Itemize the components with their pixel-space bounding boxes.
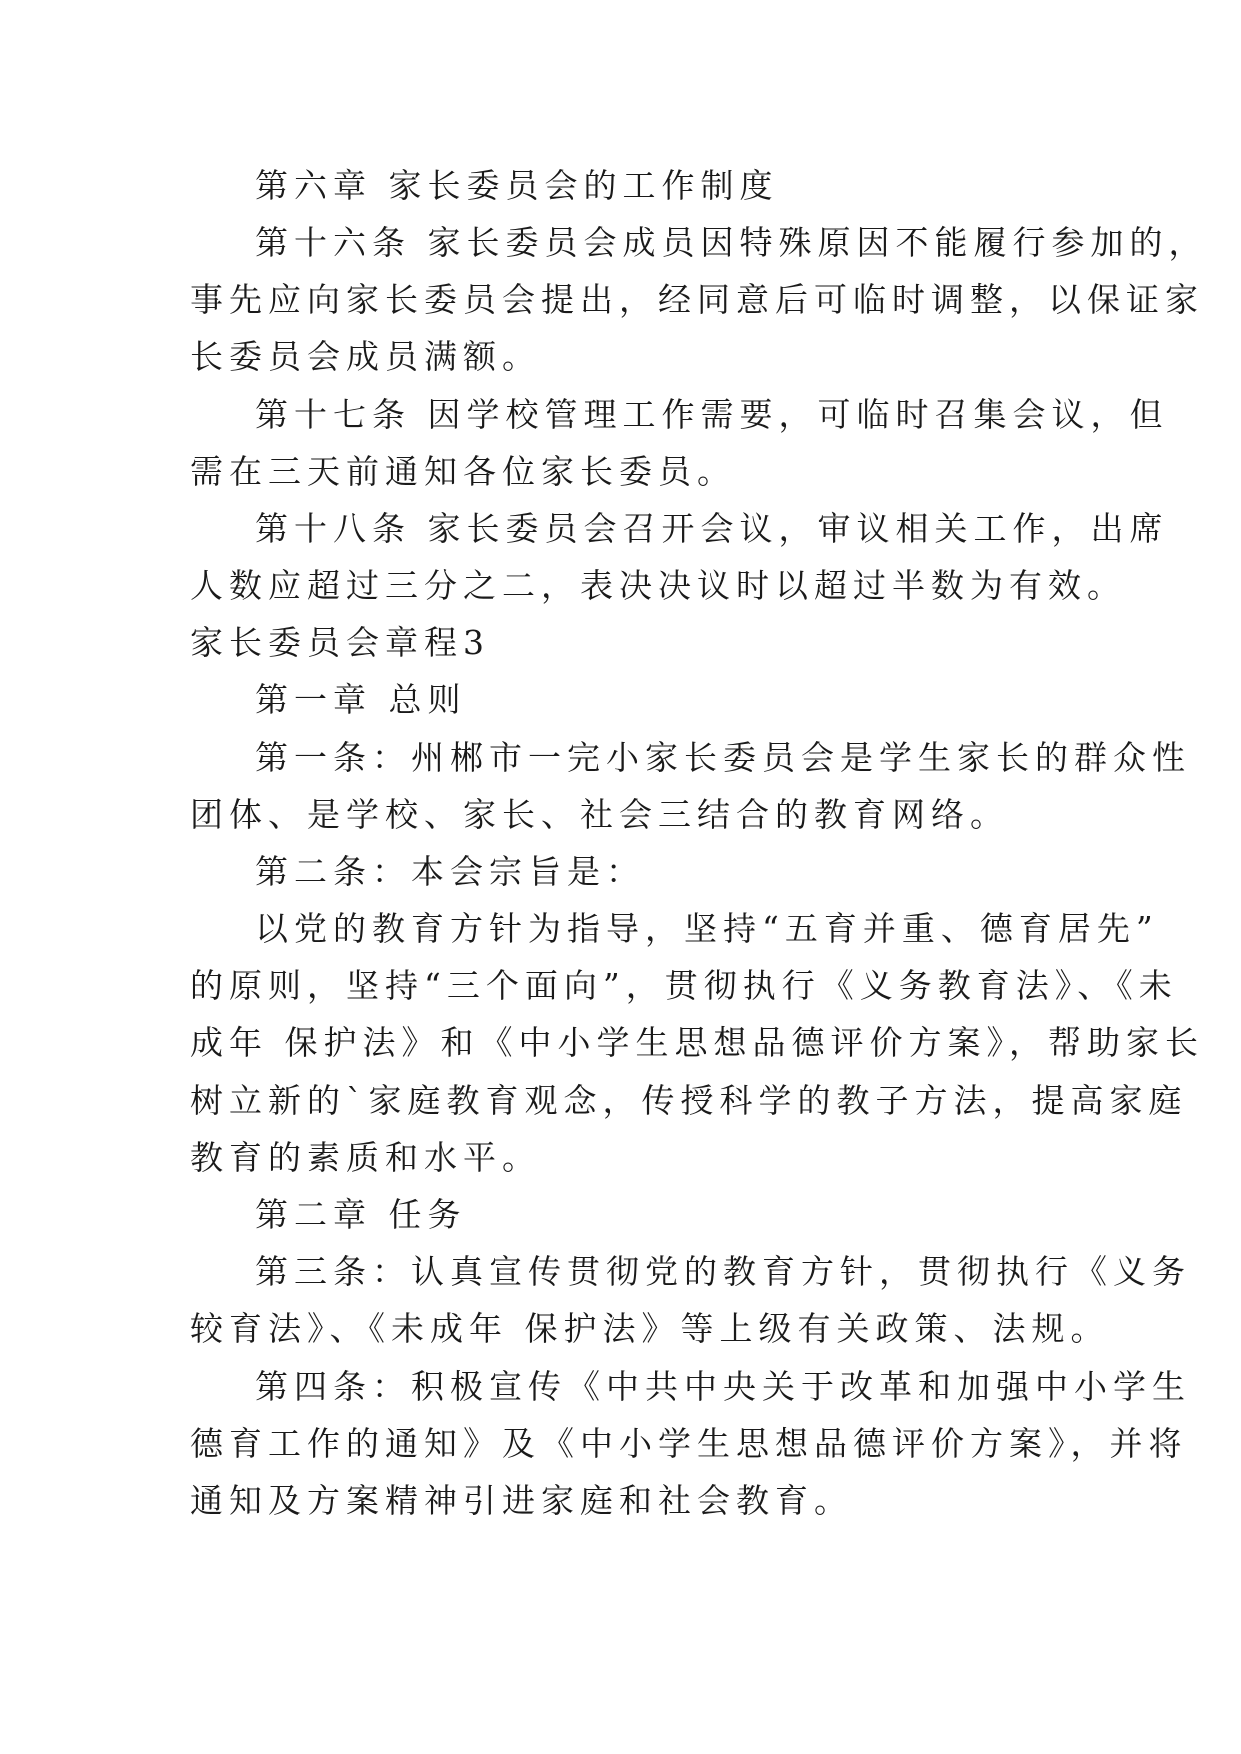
article-16-line-3: 长委员会成员满额。 <box>190 337 541 376</box>
article-4-line-3: 通知及方案精神引进家庭和社会教育。 <box>190 1481 853 1520</box>
article-18-line-2: 人数应超过三分之二，表决决议时以超过半数为有效。 <box>190 566 1126 605</box>
chapter-6-heading: 第六章 家长委员会的工作制度 <box>255 166 779 205</box>
article-4-line-1: 第四条：积极宣传《中共中央关于改革和加强中小学生 <box>255 1367 1191 1406</box>
purpose-line-1: 以党的教育方针为指导，坚持“五育并重、德育居先” <box>255 909 1159 948</box>
purpose-line-5: 教育的素质和水平。 <box>190 1138 541 1177</box>
article-4-line-2: 德育工作的通知》及《中小学生思想品德评价方案》，并将 <box>190 1424 1188 1463</box>
chapter-2-heading: 第二章 任务 <box>255 1195 467 1234</box>
article-3-line-1: 第三条：认真宣传贯彻党的教育方针，贯彻执行《义务 <box>255 1252 1191 1291</box>
article-18-line-1: 第十八条 家长委员会召开会议，审议相关工作，出席 <box>255 509 1169 548</box>
section-title: 家长委员会章程3 <box>190 623 490 662</box>
article-17-line-1: 第十七条 因学校管理工作需要，可临时召集会议，但 <box>255 395 1169 434</box>
purpose-line-2: 的原则，坚持“三个面向”，贯彻执行《义务教育法》、《未 <box>190 966 1178 1005</box>
article-16-line-2: 事先应向家长委员会提出，经同意后可临时调整，以保证家 <box>190 280 1204 319</box>
article-17-line-2: 需在三天前通知各位家长委员。 <box>190 452 736 491</box>
chapter-1-heading: 第一章 总则 <box>255 680 467 719</box>
purpose-line-4: 树立新的`家庭教育观念，传授科学的教子方法，提高家庭 <box>190 1081 1188 1120</box>
article-1-line-2: 团体、是学校、家长、社会三结合的教育网络。 <box>190 795 1009 834</box>
article-1-line-1: 第一条：州郴市一完小家长委员会是学生家长的群众性 <box>255 738 1191 777</box>
purpose-line-3: 成年 保护法》和《中小学生思想品德评价方案》，帮助家长 <box>190 1023 1204 1062</box>
article-2-line-1: 第二条：本会宗旨是： <box>255 852 645 891</box>
article-16-line-1: 第十六条 家长委员会成员因特殊原因不能履行参加的， <box>255 223 1208 262</box>
article-3-line-2: 较育法》、《未成年 保护法》等上级有关政策、法规。 <box>190 1309 1110 1348</box>
